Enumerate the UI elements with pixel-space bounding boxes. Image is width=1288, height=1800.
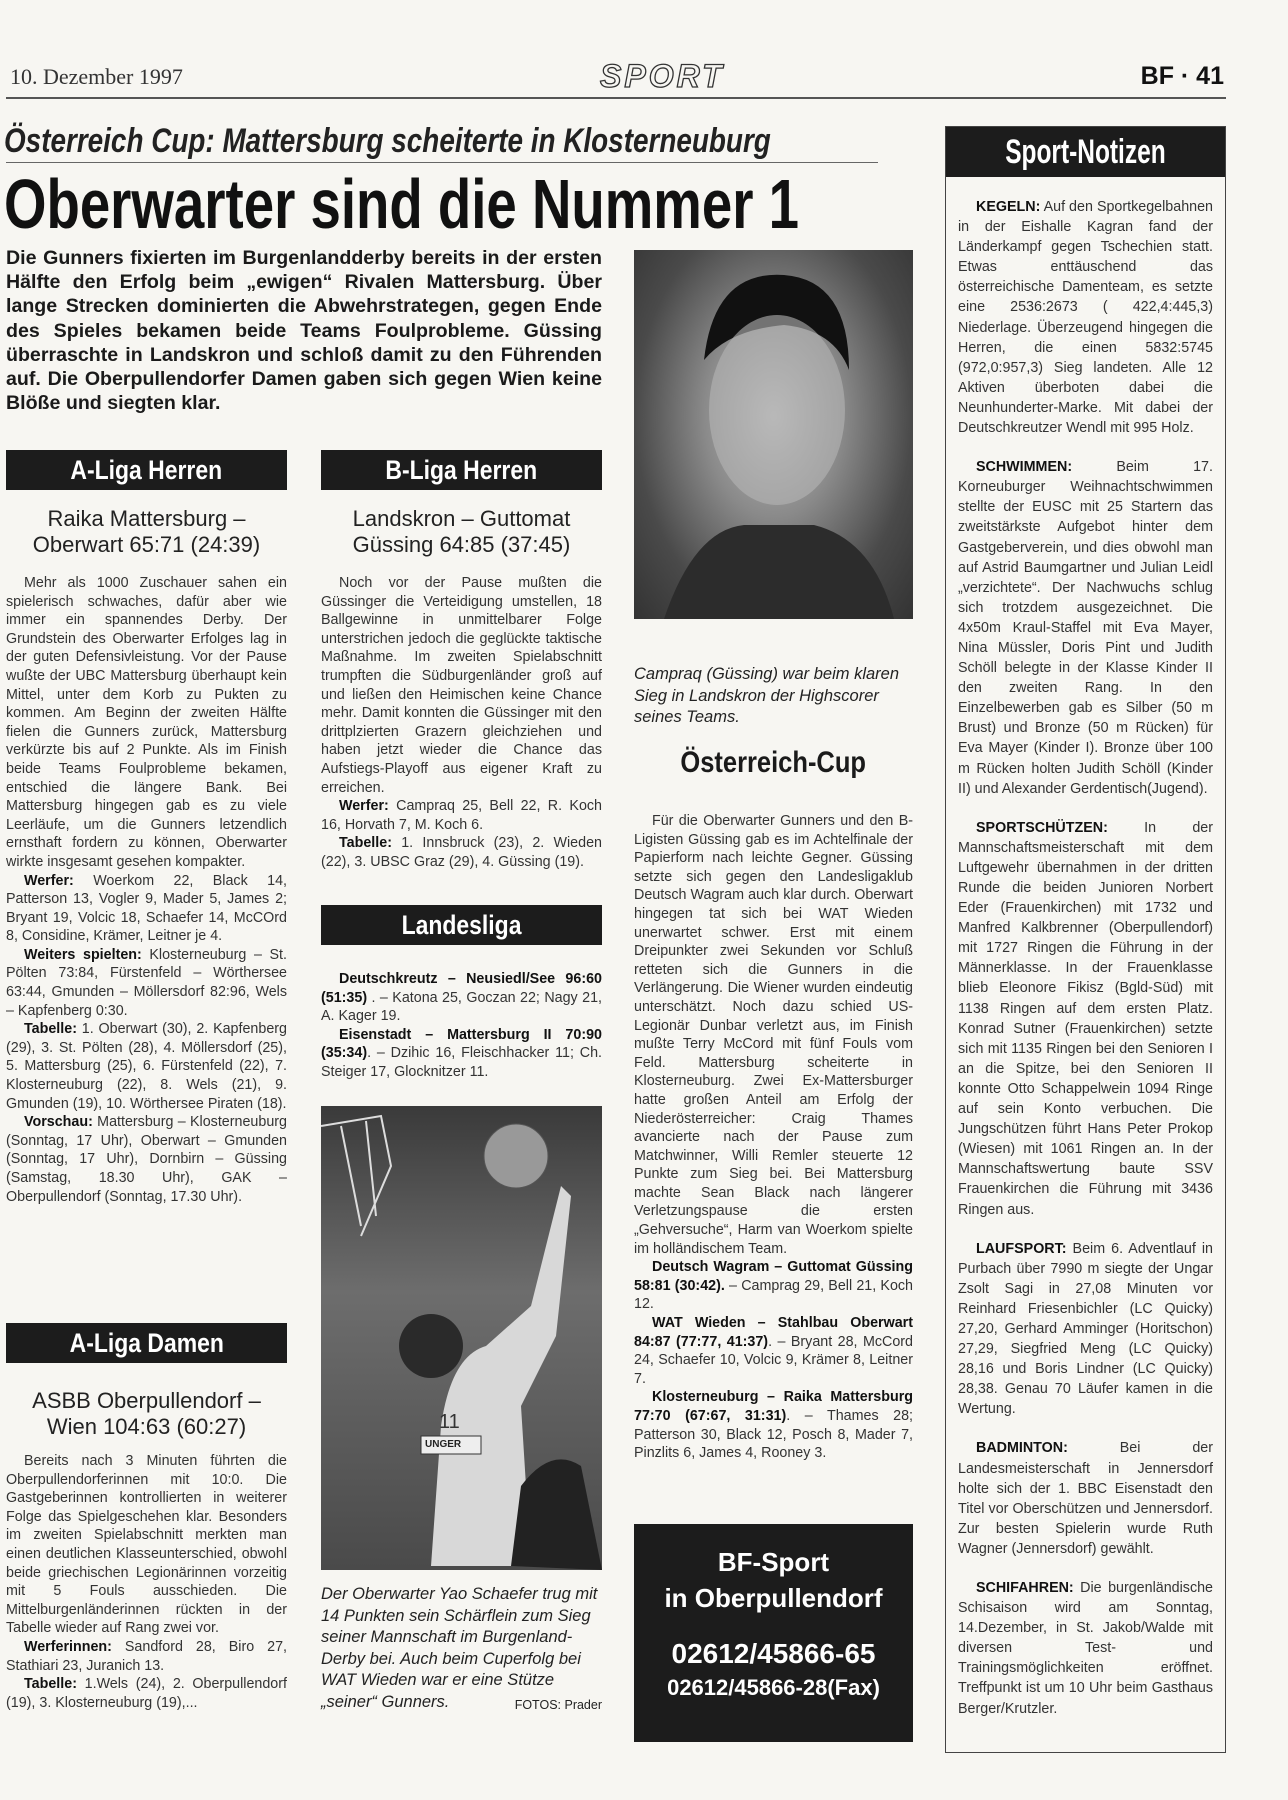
label: LAUFSPORT: [976,1240,1067,1257]
aliga-damen-bar [6,1323,287,1363]
value: Sandford 28, Biro 27, Stathiari 23, Juranich 13. [6,1638,287,1674]
headline [4,164,1023,244]
header-rule [6,97,1226,99]
landesliga-results [321,970,602,1082]
value: Klosterneuburg – St. Pölten 73:84, Fürstenfeld – Wörthersee 63:44, Gmunden – Möllersdorf 82:96, Wels – Kapfenberg 0:30. [6,946,287,1019]
text: Bei der Landesmeisterschaft in Jennersdorf holte sich der 1. BBC Eisenstadt den Titel vor Oberschützen und Jennersdorf. Zur besten Spielerin wurde Ruth Wagner (Jennersdorf) gewählt. [958,1440,1213,1557]
value: 1.Wels (24), 2. Oberpullendorf (19), 3. Klosterneuburg (19),... [6,1676,287,1711]
cup-heading [634,746,913,780]
aliga-herren-heading [6,506,287,558]
heading-line: Wien 104:63 (60:27) [46,1414,247,1439]
value: Mattersburg – Klosterneuburg (Sonntag, 17 Uhr), Oberwart – Gmunden (Sonntag, 17 Uhr), Dornbirn – Güssing (Samstag, 18.30 Uhr), GAK – Oberpullendorf (Sonntag, 17.30 Uhr). [6,1114,287,1205]
heading-line: Oberwart 65:71 (24:39) [32,532,261,557]
detail: – Camprag 29, Bell 21, Koch 12. [634,1277,913,1313]
box-title: BF-Sport [717,1547,830,1577]
notiz-item [958,818,1213,1220]
text: Auf den Sportkegelbahnen in der Eishalle Kagran fand der Länderkampf gegen Tschechien statt. Etwas enttäuschend das österreichische Damenteam, es setzte eine 2536:2673 ( 422,4:445,3) Niederlage. Überzeugend hingegen die Herren, die einen 5832:5745 (972,0:957,3) Sieg landeten. Alle 12 Aktiven überboten dabei die Neunhunderter-Marke. Mit dabei der Deutschkreutzer Wendl mit 995 Holz. [958,199,1213,437]
caption-text: Der Oberwarter Yao Schaefer trug mit 14 Punkten sein Schärflein zum Sieg seiner Mannschaft im Burgenland-Derby bei. Auch beim Cuperfolg bei WAT Wieden war er eine Stütze „seiner“ Gunners. [321,1585,598,1711]
body-text: Bereits nach 3 Minuten führten die Oberpullendorferinnen mit 10:0. Die Gastgeberinnen kontrollierten in weiterer Folge das Spielgeschehen klar. Besonders im zweiten Spielabschnitt merkten man einen deutlichen Klasseunterschied, obwohl beide griechischen Legionärinnen vorzeitig mit 5 Fouls ausschieden. Die Mittelburgenländerinnen rückten in der Tabelle wieder auf Rang zwei vor. [6,1453,287,1637]
notiz-item [958,1438,1213,1559]
vorschau [6,1113,287,1206]
jersey-number: 11 [439,1411,460,1433]
label: Werfer: [24,872,74,889]
notiz-item [958,1578,1213,1719]
label: Tabelle: [339,835,392,852]
issue-date: 10. Dezember 1997 [10,64,183,89]
landesliga-bar [321,905,602,945]
detail: . – Dzihic 16, Fleischhacker 11; Ch. Steiger 17, Glocknitzer 11. [321,1045,602,1080]
text: In der Mannschaftsmeisterschaft mit dem Luftgewehr übernahmen in der dritten Runde die beiden Junioren Norbert Eder (Frauenkirchen) mit 1732 und Manfred Kalkbrenner (Oberpullendorf) mit 1727 Ringen die Führung in der Männerklasse. In der Frauenklasse blieb Eleonore Fikisz (Bgld-Süd) mit 1138 Ringen auf dem ersten Platz. Konrad Sutner (Frauenkirchen) setzte sich mit 1135 Ringen bei den Senioren I an die Spitze, bei den Senioren II konnte Otto Schappelwein 1094 Ringe auf sein Konto verbuchen. Die Jungschützen führt Hans Peter Prokop (Wiesen) mit 1061 Ringen an. In der Mannschaftswertung baute SSV Frauenkirchen die Führung mit 3436 Ringen aus. [958,819,1213,1218]
bliga-herren-bar [321,450,602,490]
value: 1. Oberwart (30), 2. Kapfenberg (29), 3. St. Pölten (28), 4. Möllersdorf (25), 5. Mattersburg (25), 6. Fürstenfeld (22), 7. Klosterneuburg (22), 8. Wels (21), 9. Gmunden (19), 10. Wörthersee Piraten (18). [6,1021,287,1112]
tabelle [6,1020,287,1113]
match: WAT Wieden – Stahlbau Oberwart 84:87 (77:77, 41:37) [634,1315,913,1350]
detail: . – Katona 25, Goczan 22; Nagy 21, A. Kager 19. [321,989,602,1025]
notiz-item [958,1239,1213,1420]
fax-number: 02612/45866-28(Fax) [667,1675,880,1700]
label: Werfer: [339,798,389,815]
portrait-illustration [634,250,913,619]
aliga-herren-body [6,574,287,1206]
heading-line: Raika Mattersburg – [47,506,246,531]
match: Deutschkreutz – Neusiedl/See 96:60 (51:35) [321,971,602,1006]
value: Campraq 25, Bell 22, R. Koch 16, Horvath 7, M. Koch 6. [321,798,602,833]
kicker-text: Österreich Cup: Mattersburg scheiterte in Klosterneuburg [4,122,771,160]
werferinnen [6,1638,287,1675]
label: SCHIFAHREN: [976,1580,1074,1596]
heading-line: Güssing 64:85 (37:45) [352,532,571,557]
aliga-herren-bar [6,450,287,490]
photo1-caption: Campraq (Güssing) war beim klaren Sieg in Landskron der Highscorer seines Teams. [634,665,900,726]
body-text: Noch vor der Pause mußten die Güssinger die Verteidigung umstellen, 18 Ballgewinne in unmittelbarer Folge unterstrichen jedoch die geglückte taktische Maßnahme. Im zweiten Spielabschnitt trumpften die Südburgenländer groß auf und ließen den Heimischen keine Chance mehr. Damit konnten die Güssinger mit den drittplzierten Grazern gleichziehen und haben jetzt wieder die Chance das Aufstiegs-Playoff aus eigener Kraft zu erreichen. [321,575,602,796]
bliga-herren-body [321,574,602,872]
page-number: BF · 41 [1140,62,1224,90]
detail: . – Bryant 28, McCord 24, Schaefer 10, Volcic 9, Krämer 8, Leitner 7. [634,1333,913,1387]
jersey-sponsor: UNGER [425,1439,462,1450]
werfer [6,872,287,946]
weiters [6,946,287,1020]
sport-notizen-box [945,126,1226,1753]
body-text: Für die Oberwarter Gunners und den B-Ligisten Güssing gab es im Achtelfinale der Papierform nach leichte Gegner. Güssing setzte sich gegen den Landesligaklub Deutsch Wagram auch klar durch. Oberwart hingegen tat sich bei WAT Wieden unerwartet schwer. Erst mit einem Dreipunkter zwei Sekunden vor Schluß retteten sich die Gunners in die Verlängerung. Die Wiener wurden eindeutig unterschätzt. Noch dazu schied US-Legionär Dunbar verletzt aus, im Finish mußte Terry McCord mit fünf Fouls vom Feld. Mattersburg scheiterte in Klosterneuburg. Zwei Ex-Mattersburger hatte großen Anteil am Erfolg der Niederösterreicher: Craig Thames avancierte nach der Pause zum Matchwinner, Willi Remler steuerte 12 Punkte zum Sieg bei. Bei Mattersburg machte Sean Black nach längerer Verletzungspause die ersten „Gehversuche“, Harm van Woerkom spielte im holländischem Team. [634,813,913,1257]
heading-line: ASBB Oberpullendorf – [32,1388,261,1413]
tabelle [6,1675,287,1712]
value: 1. Innsbruck (23), 2. Wieden (22), 3. UBSC Graz (29), 4. Güssing (19). [321,835,602,870]
kicker [4,122,939,161]
werfer [321,797,602,834]
label: SCHWIMMEN: [976,459,1073,476]
bar-label: B-Liga Herren [385,455,538,485]
bf-sport-contact-box [634,1524,913,1742]
aliga-damen-heading [6,1388,287,1440]
label: BADMINTON: [976,1440,1068,1457]
result [634,1388,913,1462]
label: KEGELN: [976,199,1041,215]
notiz-item [958,457,1213,799]
result [321,970,602,1026]
body-text: Mehr als 1000 Zuschauer sahen ein spielerisch schwaches, dafür aber wie immer ein spannendes Derby. Der Grundstein des Oberwarter Erfolges lag in der guten Defensivleistung. Vor der Pause wußte der UBC Mattersburg überhaupt kein Mittel, unter dem Korb zu Pukten zu kommen. Am Beginn der zweiten Hälfte fielen die Gunners zurück, Mattersburg verkürzte bis auf 2 Punkte. Als im Finish beide Teams Foulprobleme bekamen, entschied die längere Bank. Bei Mattersburg hingegen gab es zu viele Leerläufe, um die Gunners letzendlich ernsthaft fordern zu können, Oberwarter wirkte insgesamt gesehen kompakter. [6,575,287,870]
cup-body [634,812,913,1463]
label: Weiters spielten: [24,946,142,963]
kicker-rule [6,162,878,163]
text: Die burgenländische Schisaison wird am Sonntag, 14.Dezember, in St. Jakob/Walde mit diversen Test- und Trainingsmöglichkeiten eröffnet. Treffpunkt ist um 10 Uhr beim Gasthaus Berger/Krutzler. [958,1580,1213,1717]
notizen-title-text: Sport-Notizen [1005,133,1166,171]
lead-paragraph: Die Gunners fixierten im Burgenlandderby bereits in der ersten Hälfte den Erfolg beim „ewigen“ Rivalen Mattersburg. Über lange Strecken dominierten die Abwehrstrategen, gegen Ende des Spieles bekamen beide Teams Foulprobleme. Güssing überraschte in Landskron und schloß damit zu den Führenden auf. Die Oberpullendorfer Damen gaben sich gegen Wien keine Blöße und siegten klar. [6,247,602,415]
tabelle [321,834,602,871]
headline-text: Oberwarter sind die Nummer 1 [4,165,799,243]
value: Woerkom 22, Black 14, Patterson 13, Vogler 9, Mader 5, James 2; Bryant 19, Volcic 18, Schaefer 14, McCOrd 8, Considine, Krämer, Leitner je 4. [6,872,287,945]
cup-heading-text: Österreich-Cup [680,746,867,779]
result [634,1314,913,1388]
bliga-herren-heading [321,506,602,558]
heading-line: Landskron – Guttomat [352,506,571,531]
label: Werferinnen: [24,1638,112,1655]
label: Vorschau: [24,1114,93,1131]
basketball-photo [321,1106,602,1570]
result [321,1026,602,1082]
aliga-damen-body [6,1452,287,1712]
notiz-item [958,197,1213,438]
bar-label: A-Liga Damen [69,1328,224,1358]
phone-number: 02612/45866-65 [671,1638,876,1669]
result [634,1258,913,1314]
match: Deutsch Wagram – Guttomat Güssing 58:81 (30:42). [634,1259,913,1294]
bar-label: Landesliga [401,910,522,940]
label: SPORTSCHÜTZEN: [976,819,1108,836]
match: Klosterneuburg – Raika Mattersburg 77:70 (67:67, 31:31) [634,1389,913,1424]
box-subtitle: in Oberpullendorf [664,1583,883,1613]
detail: . – Thames 28; Patterson 30, Black 12, Posch 8, Mader 7, Pinzlits 6, James 4, Rooney 3. [634,1408,914,1462]
match: Eisenstadt – Mattersburg II 70:90 (35:34) [321,1026,602,1062]
photo-credit: FOTOS: Prader [514,1697,602,1712]
text: Beim 6. Adventlauf in Purbach über 7990 m siegte der Ungar Zsolt Sagi in 27,08 Minuten vor Reinhard Friesenbichler (LC Quicky) 27,20, Gerhard Amminger (Horitschon) 27,29, Siegfried Meng (LC Quicky) 28,16 und Boris Lindner (LC Quicky) 28,38. Genau 70 Läufer kamen in die Wertung. [958,1240,1213,1418]
basketball-scene-illustration [321,1106,602,1570]
label: Tabelle: [24,1021,77,1038]
text: Beim 17. Korneuburger Weihnachtschwimmen stellte der EUSC mit 25 Startern das zweitstärkste Aufgebot hinter dem Gastgeberverein, und dies obwohl man auf Astrid Baumgartner und Julian Leidl „verzichtete“. Der Nachwuchs schlug sich trotzdem ausgezeichnet. Die 4x50m Kraul-Staffel mit Eva Mayer, Nina Müssler, Doris Pint und Judith Schöll belegte in der Klasse Kinder II den zweiten Rang. In den Einzelbewerben gab es Silber (50 m Brust) und Bronze (50 m Rücken) für Eva Mayer (Kinder I). Bronze über 100 m Rücken holten Judith Schöll (Kinder II) und Alexander Gerdentisch(Jugend). [958,459,1213,797]
label: Tabelle: [24,1676,77,1693]
bar-label: A-Liga Herren [70,455,223,485]
player-portrait-photo [634,250,913,619]
notizen-list [946,177,1225,1719]
section-title: SPORT [600,58,725,94]
notizen-title [946,127,1225,177]
photo2-caption [321,1584,602,1716]
